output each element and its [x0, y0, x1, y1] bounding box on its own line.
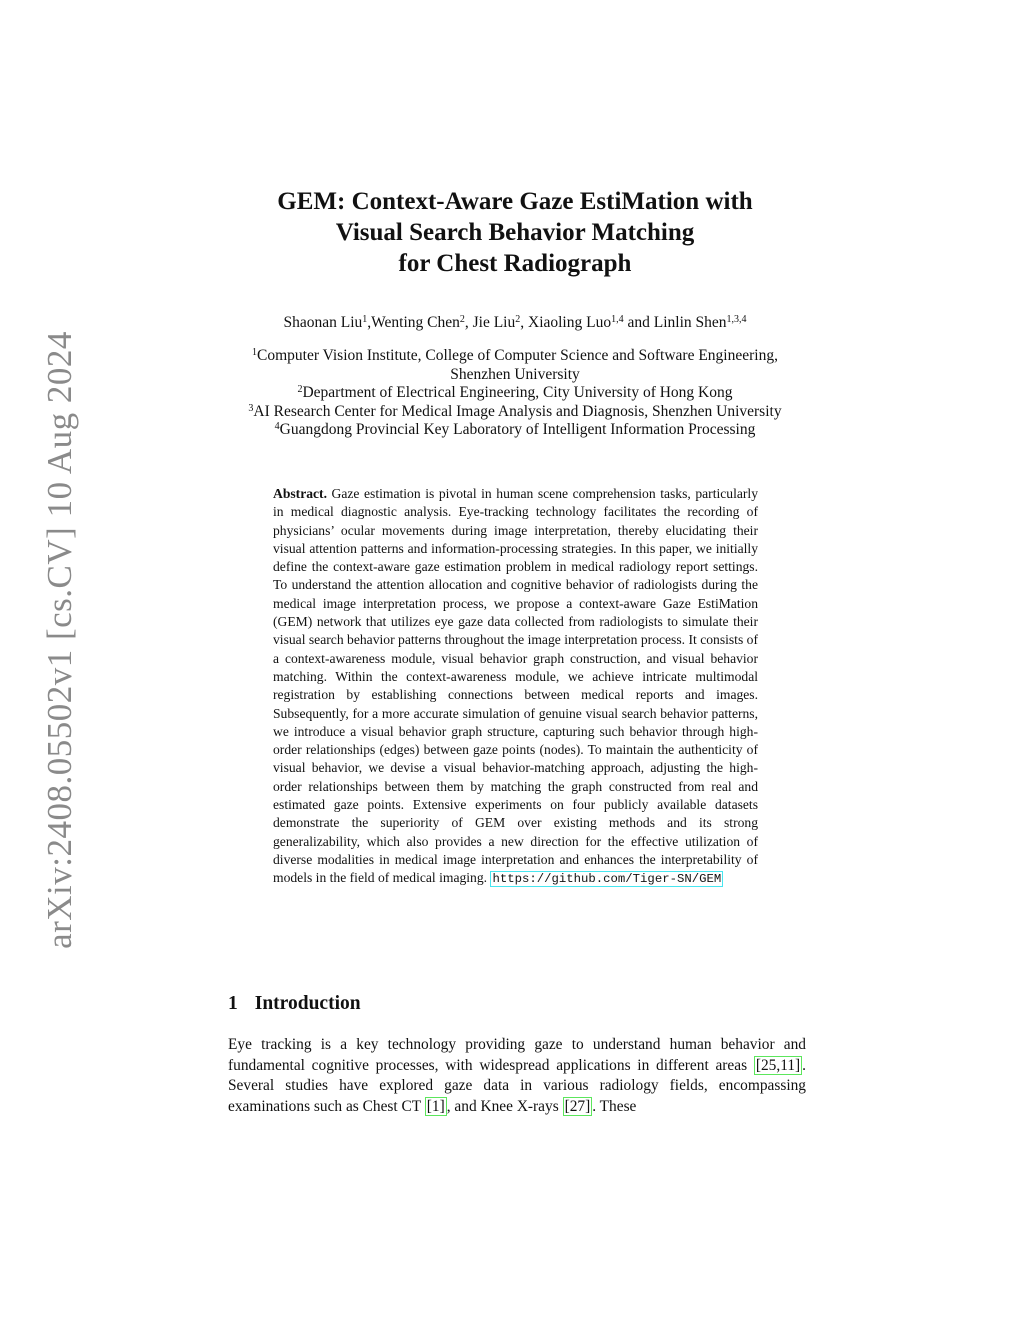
author-list [180, 313, 850, 333]
citation-link[interactable]: [25,11] [755, 1056, 801, 1074]
affiliation-text: Guangdong Provincial Key Laboratory of Intelligent Information Processing [279, 421, 756, 439]
affiliation-text: AI Research Center for Medical Image Analysis and Diagnosis, Shenzhen University [253, 402, 782, 420]
section-number: 1 [228, 993, 238, 1014]
intro-paragraph [228, 1035, 806, 1117]
affiliation [180, 403, 850, 422]
section-heading [228, 993, 361, 1015]
author-name: Shaonan Liu [283, 314, 363, 331]
author-name: Wenting Chen [371, 314, 460, 331]
author-affil-mark: 1,4 [611, 314, 624, 325]
affiliation-mark: 1 [252, 347, 258, 358]
affiliation-continuation: Shenzhen University [450, 365, 580, 383]
github-link[interactable]: https://github.com/Tiger-SN/GEM [492, 872, 722, 887]
affiliation-list [180, 347, 850, 440]
abstract [273, 485, 758, 889]
citation-link[interactable]: [1] [426, 1097, 445, 1115]
author-name: Linlin Shen [653, 314, 727, 331]
affiliation [180, 347, 850, 366]
author-separator: , [520, 314, 528, 331]
author-affil-mark: 1,3,4 [726, 314, 747, 325]
affiliation-text: Computer Vision Institute, College of Computer Science and Software Engineering, [257, 347, 778, 364]
abstract-text: Gaze estimation is pivotal in human scene comprehension tasks, particularly in medical diagnostic analysis. Eye-tracking technology facilitates the recording of physicians’ ocular movements during image interpretation, thereby elucidating their visual attention patterns and information-processing strategies. In this paper, we initially define the context-aware gaze estimation problem in medical radiology report settings. To understand the attention allocation and cognitive behavior of radiologists during the medical image interpretation process, we propose a context-aware Gaze EstiMation (GEM) network that utilizes eye gaze data collected from radiologists to simulate their visual search behavior patterns throughout the image interpretation process. It consists of a context-awareness module, visual behavior graph construction, and visual behavior matching. Within the context-awareness module, we achieve intricate multimodal registration by establishing connections between medical reports and images. Subsequently, for a more accurate simulation of genuine visual search behavior patterns, we introduce a visual behavior graph structure, capturing such behavior through high-order relationships (edges) between gaze points (nodes). To maintain the authenticity of visual behavior, we devise a visual behavior-matching approach, adjusting the high-order relationships between them by matching the graph constructed from real and estimated gaze points. Extensive experiments on four publicly available datasets demonstrate the superiority of GEM over existing methods and its strong generalizability, which also provides a new direction for the effective utilization of diverse modalities in medical image interpretation and enhances the interpretability of models in the field of medical imaging. [273, 486, 758, 886]
author-separator: and [623, 314, 654, 331]
intro-text: . These [592, 1097, 637, 1115]
affiliation-mark: 2 [297, 384, 303, 396]
intro-text: . Several studies have explored gaze data in various radiology fields, encompassing examinations such as Chest CT [228, 1056, 806, 1115]
author-affil-mark: 2 [515, 314, 521, 325]
author-name: Jie Liu [472, 314, 516, 331]
title-line-3: for Chest Radiograph [398, 250, 632, 277]
citation-link[interactable]: [27] [564, 1097, 591, 1115]
paper-title [200, 186, 830, 279]
title-line-1: GEM: Context-Aware Gaze EstiMation with [277, 188, 753, 215]
affiliation [180, 421, 850, 440]
affiliation-mark: 4 [274, 421, 280, 433]
affiliation-mark: 3 [248, 402, 254, 414]
arxiv-identifier: arXiv:2408.05502v1 [cs.CV] 10 Aug 2024 [40, 331, 79, 949]
affiliation-text: Department of Electrical Engineering, City University of Hong Kong [302, 384, 733, 402]
abstract-label: Abstract. [273, 486, 327, 501]
affiliation [180, 384, 850, 403]
intro-text: Eye tracking is a key technology providing gaze to understand human behavior and fundamental cognitive processes, with widespread applications in different areas [228, 1036, 806, 1074]
author-separator: , [367, 314, 372, 331]
title-line-2: Visual Search Behavior Matching [335, 219, 695, 246]
section-title: Introduction [254, 993, 361, 1014]
author-affil-mark: 1 [362, 314, 368, 325]
author-name: Xiaoling Luo [528, 314, 612, 331]
author-affil-mark: 2 [459, 314, 465, 325]
intro-text: , and Knee X-rays [446, 1097, 563, 1115]
author-separator: , [464, 314, 473, 331]
